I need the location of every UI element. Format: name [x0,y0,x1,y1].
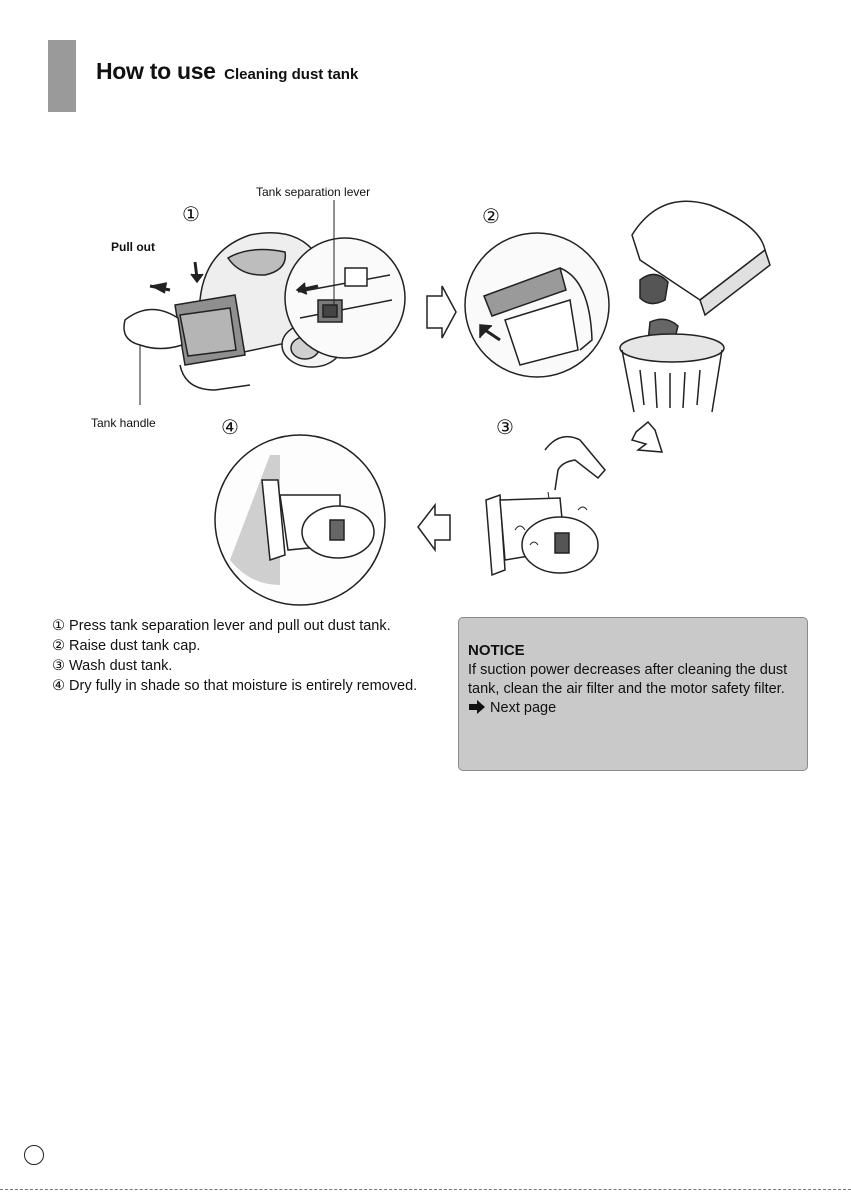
notice-heading: NOTICE [468,642,525,659]
step-text: Raise dust tank cap. [69,638,201,654]
step-marker: ③ [52,658,65,674]
step-text: Press tank separation lever and pull out dust tank. [69,618,391,634]
right-arrow-icon [468,700,486,720]
zoom-circle-lever [285,238,405,358]
step-list [52,616,417,696]
list-item [52,656,417,676]
figure-step-1-marker: ① [182,202,200,226]
step-marker: ① [52,618,65,634]
step-marker: ④ [52,678,65,694]
label-tank-handle: Tank handle [91,416,156,430]
notice-box [458,617,808,771]
label-lever: Tank separation lever [256,185,371,199]
bottom-divider [0,1189,851,1190]
next-page-link[interactable]: Next page [490,700,557,716]
list-item [52,676,417,696]
figure-step-4-marker: ④ [221,415,239,439]
label-pull-out: Pull out [111,240,155,254]
page-title-main: How to use [96,58,216,84]
step-text: Wash dust tank. [69,658,173,674]
notice-text: If suction power decreases after cleaning the dust tank, clean the air filter and the motor safety filter. [468,662,788,697]
figure-step-2-marker: ② [482,204,500,228]
page-number-circle [24,1145,44,1165]
page-title-sub: Cleaning dust tank [224,66,359,83]
notice-body [468,661,797,720]
step-text: Dry fully in shade so that moisture is entirely removed. [69,678,418,694]
list-item [52,636,417,656]
list-item [52,616,417,636]
figure-step-3-marker: ③ [496,415,514,439]
step-marker: ② [52,638,65,654]
